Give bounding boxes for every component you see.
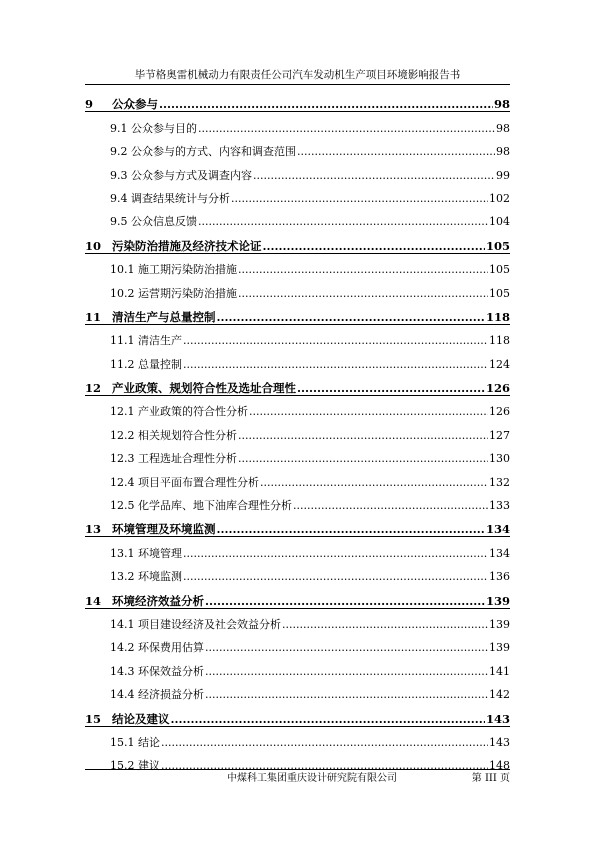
toc-chapter-title: 清洁生产与总量控制: [112, 309, 216, 324]
toc-chapter-page: 105: [485, 238, 510, 253]
toc-chapter-entry[interactable]: [85, 702, 510, 725]
toc-section-page: 142: [489, 688, 510, 702]
toc-section-entry[interactable]: [85, 490, 510, 513]
toc-dot-leader: [205, 688, 488, 702]
toc-section-entry[interactable]: [85, 159, 510, 182]
toc-section-entry[interactable]: [85, 632, 510, 655]
toc-section-entry[interactable]: [85, 396, 510, 419]
toc-section-title: 15.1 结论: [110, 735, 160, 749]
toc-section-page: 118: [489, 334, 510, 348]
toc-chapter-page: 98: [493, 97, 510, 112]
toc-dot-leader: [183, 570, 488, 584]
toc-dot-leader: [161, 736, 488, 750]
toc-section-title: 14.4 经济损益分析: [110, 688, 204, 702]
toc-dot-leader: [297, 145, 495, 159]
toc-chapter-title: 污染防治措施及经济技术论证: [112, 238, 262, 253]
toc-section-title: 14.1 项目建设经济及社会效益分析: [110, 617, 281, 631]
toc-dot-leader: [205, 665, 488, 679]
toc-dot-leader: [217, 310, 485, 324]
toc-section-page: 127: [489, 428, 510, 442]
toc-dot-leader: [205, 594, 485, 608]
toc-chapter-entry[interactable]: [85, 229, 510, 252]
toc-chapter-number: 11: [85, 309, 102, 324]
toc-dot-leader: [183, 547, 488, 561]
toc-section-page: 134: [489, 546, 510, 560]
toc-section-title: 12.2 相关规划符合性分析: [110, 428, 237, 442]
toc-section-entry[interactable]: [85, 419, 510, 442]
toc-section-title: 12.1 产业政策的符合性分析: [110, 405, 248, 419]
toc-dot-leader: [238, 452, 488, 466]
toc-section-title: 9.4 调查结果统计与分析: [110, 191, 230, 205]
toc-section-title: 10.2 运营期污染防治措施: [110, 286, 237, 300]
toc-section-page: 98: [496, 121, 510, 135]
toc-chapter-entry[interactable]: [85, 513, 510, 536]
toc-chapter-number: 12: [85, 381, 102, 396]
toc-section-title: 14.3 环保效益分析: [110, 664, 204, 678]
toc-section-page: 141: [489, 664, 510, 678]
toc-section-page: 133: [489, 499, 510, 513]
toc-section-title: 12.3 工程选址合理性分析: [110, 452, 237, 466]
toc-section-title: 10.1 施工期污染防治措施: [110, 263, 237, 277]
toc-section-page: 148: [489, 759, 510, 773]
toc-section-entry[interactable]: [85, 206, 510, 229]
toc-dot-leader: [238, 287, 488, 301]
toc-dot-leader: [249, 405, 488, 419]
toc-dot-leader: [205, 641, 488, 655]
toc-chapter-page: 134: [485, 522, 510, 537]
toc-dot-leader: [238, 429, 488, 443]
toc-section-title: 9.2 公众参与的方式、内容和调查范围: [110, 145, 296, 159]
toc-section-entry[interactable]: [85, 254, 510, 277]
footer-page-number: 第 III 页: [471, 773, 510, 784]
toc-chapter-page: 139: [485, 593, 510, 608]
toc-chapter-number: 10: [85, 238, 102, 253]
footer-organization: 中煤科工集团重庆设计研究院有限公司: [227, 773, 397, 784]
toc-dot-leader: [198, 215, 488, 229]
toc-dot-leader: [282, 618, 488, 632]
toc-chapter-number: 13: [85, 522, 102, 537]
toc-section-page: 99: [496, 168, 510, 182]
toc-dot-leader: [183, 334, 488, 348]
running-header: 毕节格奥雷机械动力有限责任公司汽车发动机生产项目环境影响报告书: [134, 69, 461, 81]
toc-section-page: 130: [489, 452, 510, 466]
toc-section-title: 12.5 化学品库、地下油库合理性分析: [110, 499, 292, 513]
toc-section-title: 13.2 环境监测: [110, 570, 182, 584]
toc-chapter-number: 9: [85, 97, 94, 112]
toc-section-title: 9.3 公众参与方式及调查内容: [110, 168, 252, 182]
toc-section-page: 102: [489, 191, 510, 205]
toc-section-title: 11.1 清洁生产: [110, 334, 182, 348]
toc-dot-leader: [253, 169, 495, 183]
toc-dot-leader: [293, 499, 488, 513]
toc-section-title: 9.5 公众信息反馈: [110, 215, 197, 229]
toc-section-entry[interactable]: [85, 466, 510, 489]
toc-section-title: 9.1 公众参与目的: [110, 121, 197, 135]
toc-chapter-title: 环境经济效益分析: [112, 593, 204, 608]
table-of-contents: [85, 88, 510, 773]
toc-dot-leader: [231, 192, 488, 206]
toc-section-entry[interactable]: [85, 443, 510, 466]
toc-section-page: 104: [489, 215, 510, 229]
toc-dot-leader: [217, 522, 485, 536]
toc-section-page: 143: [489, 735, 510, 749]
toc-section-entry[interactable]: [85, 136, 510, 159]
toc-chapter-entry[interactable]: [85, 88, 510, 111]
toc-section-title: 12.4 项目平面布置合理性分析: [110, 475, 259, 489]
toc-chapter-entry[interactable]: [85, 301, 510, 324]
toc-section-page: 139: [489, 641, 510, 655]
toc-section-page: 98: [496, 145, 510, 159]
toc-chapter-number: 14: [85, 593, 102, 608]
toc-chapter-page: 118: [485, 309, 510, 324]
toc-dot-leader: [183, 358, 488, 372]
toc-section-page: 139: [489, 617, 510, 631]
toc-section-page: 136: [489, 570, 510, 584]
toc-dot-leader: [159, 97, 493, 111]
toc-chapter-page: 143: [485, 711, 510, 726]
toc-chapter-number: 15: [85, 711, 102, 726]
toc-section-page: 105: [489, 286, 510, 300]
toc-dot-leader: [263, 239, 485, 253]
toc-dot-leader: [260, 476, 488, 490]
toc-section-entry[interactable]: [85, 112, 510, 135]
toc-chapter-title: 公众参与: [112, 97, 158, 112]
toc-section-entry[interactable]: [85, 537, 510, 560]
toc-chapter-title: 产业政策、规划符合性及选址合理性: [112, 381, 296, 396]
toc-dot-leader: [198, 122, 495, 136]
toc-chapter-page: 126: [485, 381, 510, 396]
toc-chapter-entry[interactable]: [85, 584, 510, 607]
toc-section-page: 132: [489, 475, 510, 489]
toc-section-page: 126: [489, 405, 510, 419]
toc-section-entry[interactable]: [85, 277, 510, 300]
toc-section-entry[interactable]: [85, 325, 510, 348]
toc-section-entry[interactable]: [85, 655, 510, 678]
header-rule: [85, 84, 510, 85]
toc-section-entry[interactable]: [85, 348, 510, 371]
toc-section-entry[interactable]: [85, 609, 510, 632]
toc-section-title: 13.1 环境管理: [110, 546, 182, 560]
toc-chapter-title: 环境管理及环境监测: [112, 522, 216, 537]
toc-dot-leader: [171, 712, 485, 726]
toc-section-title: 15.2 建议: [110, 759, 160, 773]
toc-section-title: 11.2 总量控制: [110, 357, 182, 371]
toc-dot-leader: [238, 263, 488, 277]
toc-section-entry[interactable]: [85, 561, 510, 584]
toc-chapter-title: 结论及建议: [112, 711, 170, 726]
toc-chapter-entry[interactable]: [85, 372, 510, 395]
toc-section-page: 124: [489, 357, 510, 371]
footer-rule: [85, 769, 510, 770]
toc-dot-leader: [297, 381, 485, 395]
toc-section-title: 14.2 环保费用估算: [110, 641, 204, 655]
toc-section-entry[interactable]: [85, 679, 510, 702]
toc-section-page: 105: [489, 263, 510, 277]
toc-section-entry[interactable]: [85, 183, 510, 206]
toc-section-entry[interactable]: [85, 727, 510, 750]
